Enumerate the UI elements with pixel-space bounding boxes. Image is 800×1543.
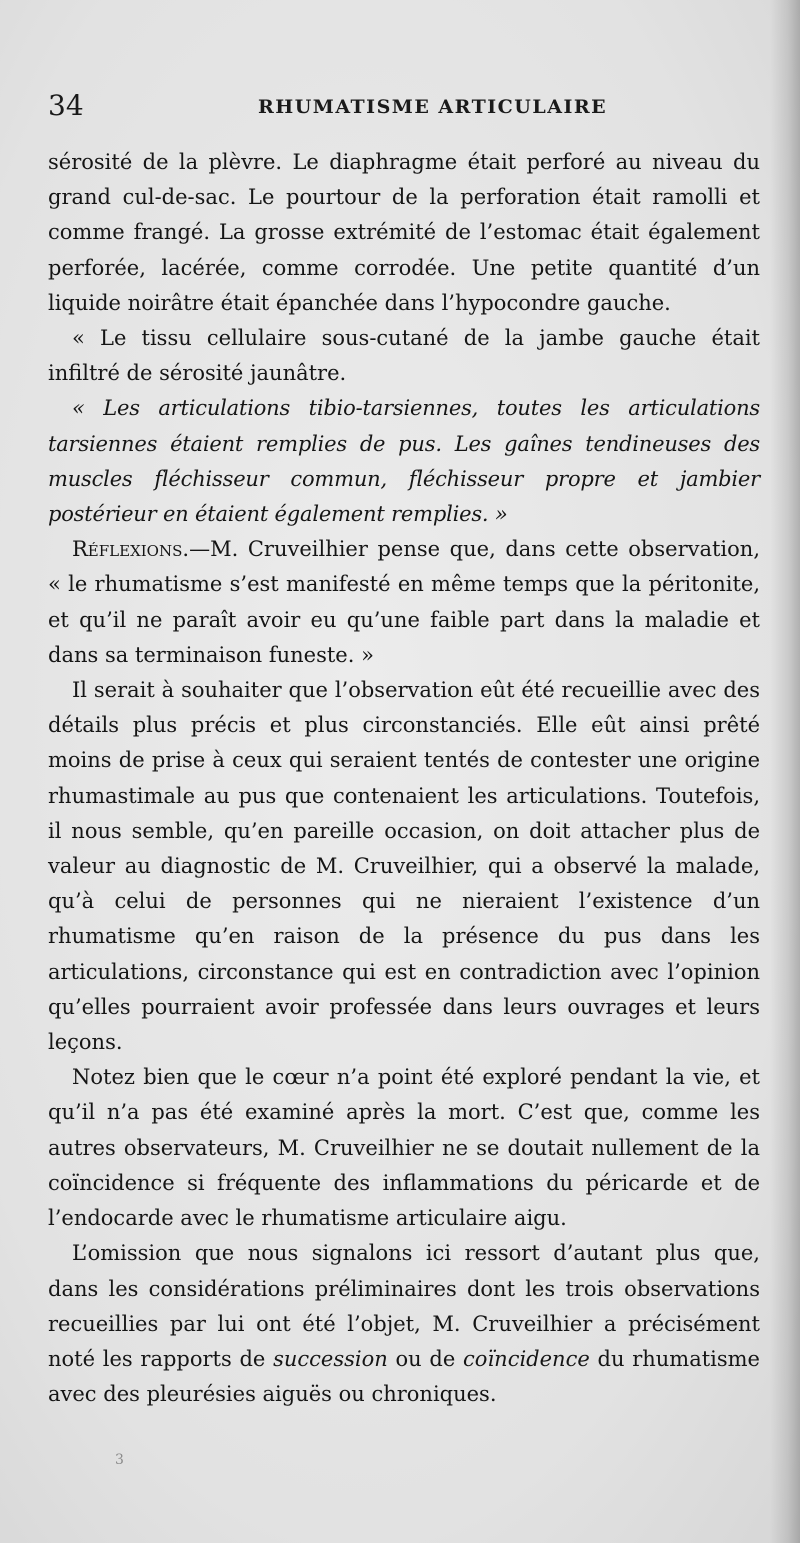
running-head: RHUMATISME ARTICULAIRE bbox=[258, 96, 608, 118]
reflexions-heading: Réflexions. bbox=[72, 537, 190, 562]
page-number: 34 bbox=[48, 89, 84, 122]
paragraph-7 bbox=[48, 1236, 760, 1412]
emphasis-coincidence: coïncidence bbox=[463, 1346, 590, 1371]
page-header bbox=[48, 88, 764, 124]
paragraph-3-quote: « Les articulations tibio-tarsiennes, toutes les articulations tarsiennes étaient remplies de pus. Les gaînes tendineuses des muscles fléchisseur commun, fléchisseur propre et jambier postérieur en étaient également remplies. » bbox=[48, 396, 760, 527]
paragraph-2: « Le tissu cellulaire sous-cutané de la jambe gauche était infiltré de sérosité jaunâtre. bbox=[48, 326, 760, 386]
paragraph-5: Il serait à souhaiter que l’observation eût été recueillie avec des détails plus précis et plus circonstanciés. Elle eût ainsi prêté moins de prise à ceux qui seraient tentés de contester une origine rhumastimale au pus que contenaient les articulations. Toutefois, il nous semble, qu’en pareille occasion, on doit attacher plus de valeur au diagnostic de M. Cruveilhier, qui a observé la malade, qu’à celui de personnes qui ne nieraient l’existence d’un rhumatisme qu’en raison de la présence du pus dans les articulations, circonstance qui est en contradiction avec l’opinion qu’elles pourraient avoir professée dans leurs ouvrages et leurs leçons. bbox=[48, 678, 760, 1055]
paragraph-7-part-1: L’omission que nous signalons ici ressort d’autant plus que, dans les considérations préliminaires dont les trois observations recueillies par lui ont été l’objet, M. Cruveilhier a précisément noté les rapports de bbox=[48, 1241, 760, 1371]
emphasis-succession: succession bbox=[273, 1346, 388, 1371]
page-edge-shadow bbox=[770, 0, 800, 1543]
paragraph-1: sérosité de la plèvre. Le diaphragme était perforé au niveau du grand cul-de-sac. Le pourtour de la perforation était ramolli et comme frangé. La grosse extrémité de l’estomac était également perforée, lacérée, comme corrodée. Une petite quantité d’un liquide noirâtre était épanchée dans l’hypocondre gauche. bbox=[48, 150, 760, 315]
paragraph-6: Notez bien que le cœur n’a point été exploré pendant la vie, et qu’il n’a pas été examiné après la mort. C’est que, comme les autres observateurs, M. Cruveilhier ne se doutait nullement de la coïncidence si fréquente des inflammations du péricarde et de l’endocarde avec le rhumatisme articulaire aigu. bbox=[48, 1065, 760, 1231]
signature-mark: 3 bbox=[115, 1452, 124, 1468]
paragraph-4-text: —M. Cruveilhier pense que, dans cette observation, « le rhumatisme s’est manifesté en même temps que la péritonite, et qu’il ne paraît avoir eu qu’une faible part dans la maladie et dans sa terminaison funeste. » bbox=[48, 537, 760, 667]
body-text bbox=[48, 145, 760, 1412]
paragraph-7-part-3: du rhumatisme avec des pleurésies aiguës ou chroniques. bbox=[48, 1346, 760, 1407]
paragraph-4 bbox=[48, 532, 760, 673]
paragraph-7-part-2: ou de bbox=[395, 1346, 456, 1371]
